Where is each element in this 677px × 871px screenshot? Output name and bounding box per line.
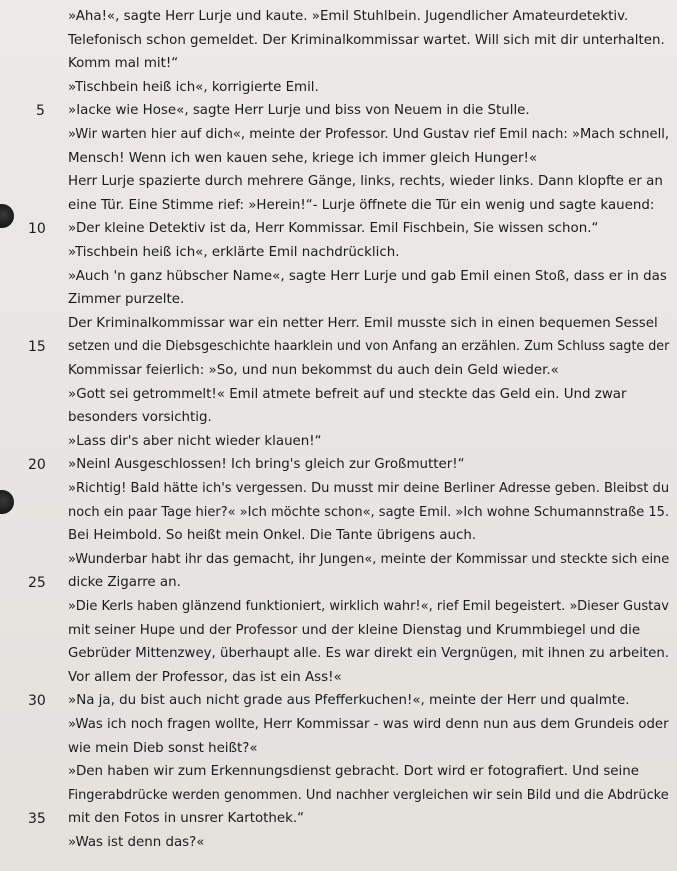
line-number: 30 (28, 693, 46, 710)
line-number: 10 (28, 221, 46, 238)
text-line (0, 574, 677, 598)
line-text: setzen und die Diebsgeschichte haarklein und von Anfang an erzählen. Zum Schluss sagte der (68, 339, 670, 355)
text-line (0, 622, 677, 646)
line-text: Fingerabdrücke werden genommen. Und nachher vergleichen wir sein Bild und die Abdrücke (68, 787, 669, 803)
line-text: Der Kriminalkommissar war ein netter Herr. Emil musste sich in einen bequemen Sessel (68, 315, 658, 331)
line-number: 5 (36, 103, 45, 120)
line-text: Komm mal mit!“ (68, 56, 179, 72)
line-text: »Neinl Ausgeschlossen! Ich bring's gleich zur Großmutter!“ (68, 457, 465, 473)
line-text: mit seiner Hupe und der Professor und der kleine Dienstag und Krummbiegel und die (68, 622, 641, 638)
text-line (0, 598, 677, 622)
text-line (0, 386, 677, 410)
text-line (0, 669, 677, 693)
line-text: »Was ich noch fragen wollte, Herr Kommissar - was wird denn nun aus dem Grundeis oder (68, 717, 669, 732)
text-line (0, 220, 677, 244)
line-text: dicke Zigarre an. (68, 575, 181, 591)
line-text: »Tischbein heiß ich«, korrigierte Emil. (68, 79, 319, 95)
line-text: Herr Lurje spazierte durch mehrere Gänge, links, rechts, wieder links. Dann klopfte er an (68, 174, 663, 190)
text-line (0, 433, 677, 457)
line-text: Vor allem der Professor, das ist ein Ass!« (68, 669, 342, 685)
text-line (0, 315, 677, 339)
text-line (0, 126, 677, 150)
line-text: »Richtig! Bald hätte ich's vergessen. Du musst mir deine Berliner Adresse geben. Bleibst du (68, 481, 670, 496)
line-text: »Lass dir's aber nicht wieder klauen!“ (68, 433, 322, 449)
text-line (0, 409, 677, 433)
line-text: »Aha!«, sagte Herr Lurje und kaute. »Emil Stuhlbein. Jugendlicher Amateurdetektiv. (68, 9, 629, 24)
line-text: »Die Kerls haben glänzend funktioniert, wirklich wahr!«, rief Emil begeistert. »Dieser Gustav (68, 599, 669, 614)
text-line (0, 32, 677, 56)
line-text: Kommissar feierlich: »So, und nun bekommst du auch dein Geld wieder.« (68, 363, 559, 378)
line-text: Zimmer purzelte. (68, 292, 185, 308)
text-line (0, 8, 677, 32)
line-number: 35 (28, 811, 46, 828)
line-number: 25 (28, 575, 46, 592)
text-line (0, 197, 677, 221)
text-line (0, 79, 677, 103)
text-line (0, 527, 677, 551)
text-line (0, 834, 677, 858)
text-line (0, 362, 677, 386)
line-text: Telefonisch schon gemeldet. Der Kriminalkommissar wartet. Will sich mit dir unterhalten. (68, 32, 665, 48)
line-text: »Auch 'n ganz hübscher Name«, sagte Herr Lurje und gab Emil einen Stoß, dass er in das (68, 268, 667, 284)
line-text: »Wunderbar habt ihr das gemacht, ihr Jungen«, meinte der Kommissar und steckte sich eine (68, 551, 670, 567)
text-line (0, 173, 677, 197)
line-number: 15 (28, 339, 46, 356)
text-line (0, 551, 677, 575)
line-text: Bei Heimbold. So heißt mein Onkel. Die Tante übrigens auch. (68, 528, 477, 544)
text-line (0, 456, 677, 480)
line-text: »Na ja, du bist auch nicht grade aus Pfefferkuchen!«, meinte der Herr und qualmte. (68, 693, 630, 709)
text-line (0, 291, 677, 315)
text-line (0, 645, 677, 669)
text-line (0, 810, 677, 834)
line-text: »Den haben wir zum Erkennungsdienst gebracht. Dort wird er fotografiert. Und seine (68, 764, 639, 780)
text-line (0, 763, 677, 787)
line-text: »Wir warten hier auf dich«, meinte der Professor. Und Gustav rief Emil nach: »Mach schnell, (68, 127, 670, 142)
line-number: 20 (28, 457, 46, 474)
line-text: Gebrüder Mittenzwey, überhaupt alle. Es war direkt ein Vergnügen, mit ihnen zu arbeiten. (68, 646, 670, 662)
text-line (0, 55, 677, 79)
line-text: »Tischbein heiß ich«, erklärte Emil nachdrücklich. (68, 245, 400, 260)
line-text: noch ein paar Tage hier?« »Ich möchte schon«, sagte Emil. »Ich wohne Schumannstraße 15. (68, 504, 670, 520)
line-text: »Gott sei getrommelt!« Emil atmete befreit auf und steckte das Geld ein. Und zwar (68, 386, 627, 402)
line-text: Mensch! Wenn ich wen kauen sehe, kriege ich immer gleich Hunger!« (68, 150, 538, 166)
text-line (0, 150, 677, 174)
line-text: »Der kleine Detektiv ist da, Herr Kommissar. Emil Fischbein, Sie wissen schon.“ (68, 221, 599, 237)
text-line (0, 102, 677, 126)
text-line (0, 504, 677, 528)
text-line (0, 787, 677, 811)
text-line (0, 740, 677, 764)
line-text: mit den Fotos in unsrer Kartothek.“ (68, 811, 305, 827)
text-line (0, 716, 677, 740)
line-text: wie mein Dieb sonst heißt?« (68, 740, 258, 756)
text-line (0, 480, 677, 504)
text-line (0, 268, 677, 292)
text-line (0, 244, 677, 268)
text-line (0, 692, 677, 716)
line-text: »Iacke wie Hose«, sagte Herr Lurje und biss von Neuem in die Stulle. (68, 103, 530, 119)
line-text: »Was ist denn das?« (68, 835, 205, 850)
line-text: eine Tür. Eine Stimme rief: »Herein!“- Lurje öffnete die Tür ein wenig und sagte kauend: (68, 197, 655, 213)
text-line (0, 338, 677, 362)
line-text: besonders vorsichtig. (68, 410, 212, 426)
